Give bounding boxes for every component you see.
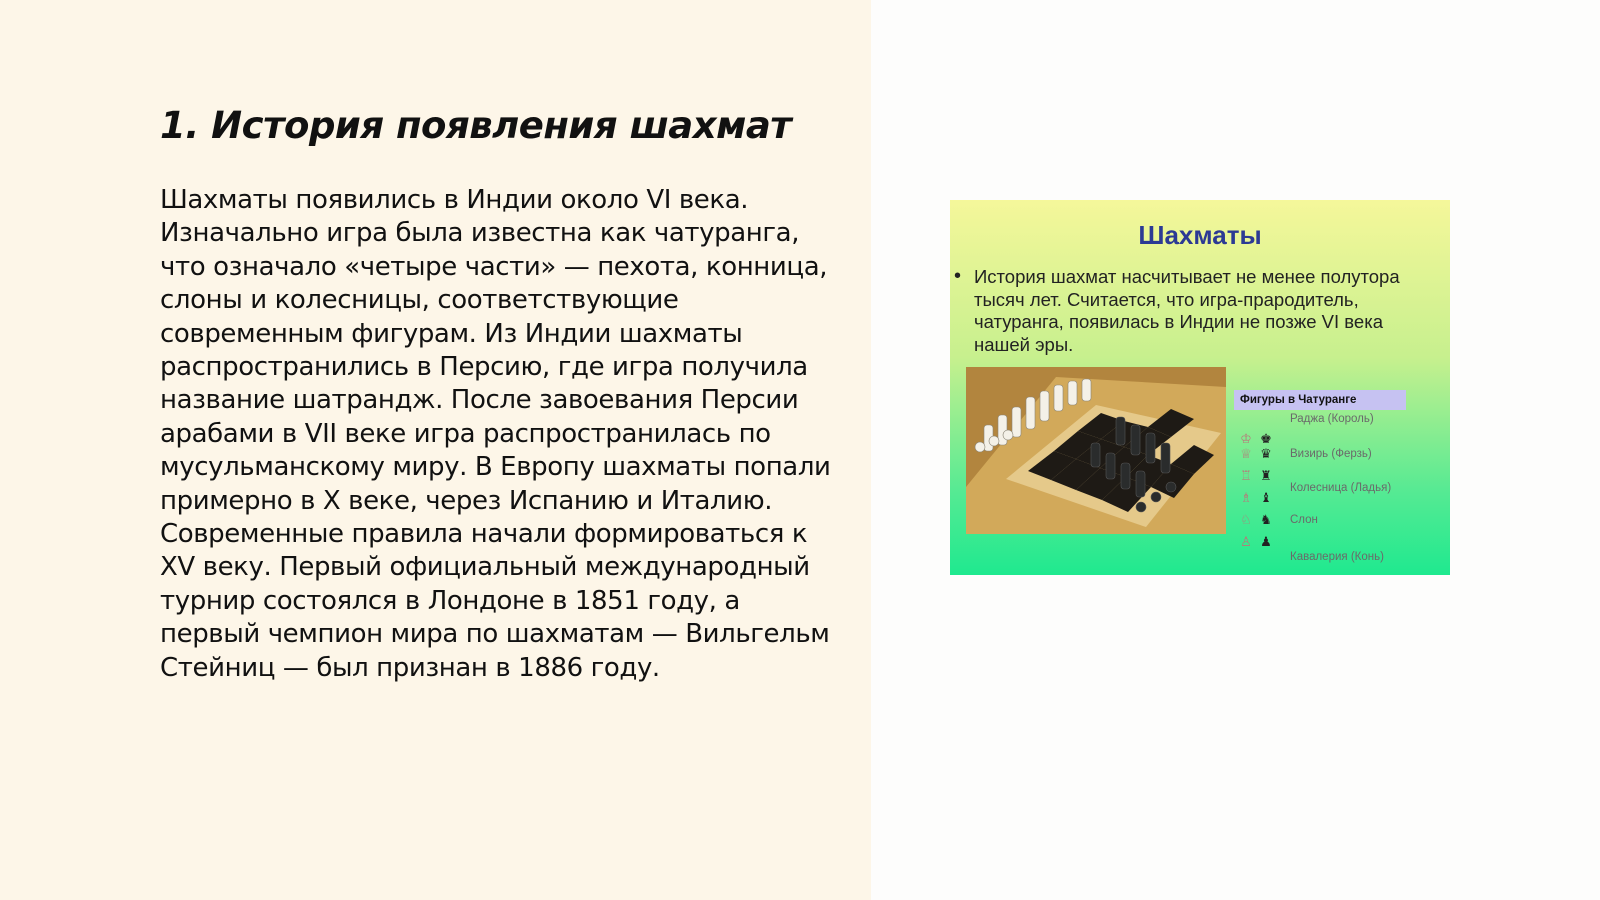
legend-header: Фигуры в Чатуранге bbox=[1234, 390, 1406, 410]
chess-board-photo bbox=[966, 367, 1226, 534]
pawn-white-icon: ♙ bbox=[1240, 535, 1252, 550]
bishop-white-icon: ♗ bbox=[1240, 491, 1252, 506]
queen-white-icon: ♕ bbox=[1240, 447, 1252, 462]
slide-title: 1. История появления шахмат bbox=[160, 104, 792, 147]
legend-row bbox=[1230, 412, 1450, 432]
legend-piece-name: Колесница (Ладья) bbox=[1290, 482, 1392, 494]
bullet-icon: • bbox=[954, 265, 962, 287]
king-white-icon: ♔ bbox=[1240, 432, 1252, 447]
rook-black-icon: ♜ bbox=[1260, 469, 1272, 484]
inset-bullet-text: История шахмат насчитывает не менее полутора тысяч лет. Считается, что игра-прародитель, чатуранга, появилась в Индии не позже VI века нашей эры. bbox=[974, 266, 1400, 355]
slide-body-text: Шахматы появились в Индии около VI века. Изначально игра была известна как чатуранга, что означало «четыре части» — пехота, конница, слоны и колесницы, соответствующие современным фигурам. Из Индии шахматы распространились в Персию, где игра получила название шатрандж. После завоевания Персии арабами в VII веке игра распространилась по мусульманскому миру. В Европу шахматы попали примерно в X веке, через Испанию и Италию. Современные правила начали формироваться к XV веку. Первый официальный международный турнир состоялся в Лондоне в 1851 году, а первый чемпион мира по шахматам — Вильгельм Стейниц — был признан в 1886 году. bbox=[160, 185, 831, 683]
legend-piece-name: Визирь (Ферзь) bbox=[1290, 448, 1372, 460]
legend-row bbox=[1230, 550, 1450, 570]
bishop-black-icon: ♝ bbox=[1260, 491, 1272, 506]
legend-piece-name: Раджа (Король) bbox=[1290, 413, 1374, 425]
knight-white-icon: ♘ bbox=[1240, 513, 1252, 528]
legend-row bbox=[1230, 447, 1450, 467]
king-black-icon: ♚ bbox=[1260, 432, 1272, 447]
inset-title: Шахматы bbox=[1138, 220, 1262, 250]
legend-row bbox=[1230, 513, 1450, 533]
legend-row bbox=[1230, 491, 1450, 511]
pawn-black-icon: ♟ bbox=[1260, 535, 1272, 550]
knight-black-icon: ♞ bbox=[1260, 513, 1272, 528]
queen-black-icon: ♛ bbox=[1260, 447, 1272, 462]
legend-piece-name: Слон bbox=[1290, 514, 1318, 526]
legend-piece-name: Кавалерия (Конь) bbox=[1290, 551, 1384, 563]
chess-inset-image bbox=[950, 200, 1450, 575]
rook-white-icon: ♖ bbox=[1240, 469, 1252, 484]
chaturanga-legend bbox=[1230, 390, 1450, 575]
